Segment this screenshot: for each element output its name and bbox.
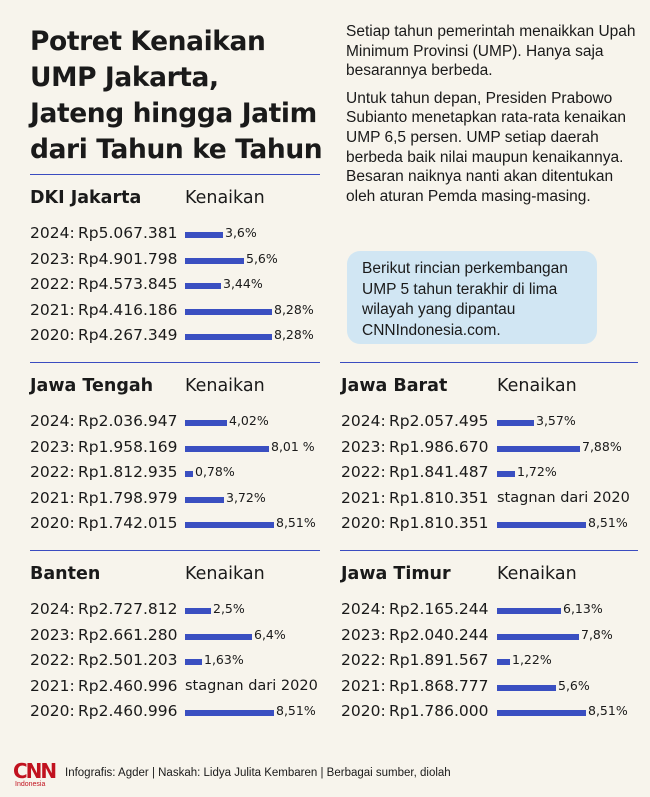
increase-label: Kenaikan xyxy=(185,376,265,396)
year-label: 2020: xyxy=(30,702,75,720)
increase-percent-label: 1,22% xyxy=(512,652,552,667)
data-row xyxy=(341,412,641,434)
increase-bar xyxy=(497,608,561,614)
data-row xyxy=(30,326,330,348)
page-title xyxy=(30,24,330,168)
increase-bar xyxy=(497,634,579,640)
cnn-logo-sub: Indonesia xyxy=(15,781,46,788)
increase-bar xyxy=(497,685,556,691)
increase-label: Kenaikan xyxy=(185,564,265,584)
ump-value: Rp4.416.186 xyxy=(78,300,178,319)
ump-value: Rp1.798.979 xyxy=(78,488,178,507)
increase-bar xyxy=(185,471,193,477)
chart-panel xyxy=(30,564,330,734)
ump-value: Rp1.958.169 xyxy=(78,437,178,456)
credits: Infografis: Agder | Naskah: Lidya Julita Kembaren | Berbagai sumber, diolah xyxy=(65,767,451,779)
year-label: 2021: xyxy=(341,676,386,695)
title-line: UMP Jakarta, xyxy=(30,62,219,93)
increase-bar xyxy=(497,471,515,477)
ump-value: Rp2.036.947 xyxy=(78,412,178,430)
ump-value: Rp2.460.996 xyxy=(78,676,178,695)
data-row xyxy=(30,301,330,323)
increase-bar xyxy=(185,497,224,503)
increase-percent-label: 3,6% xyxy=(225,225,257,240)
increase-percent-label: 7,88% xyxy=(582,438,622,454)
ump-value: Rp1.810.351 xyxy=(389,488,489,507)
year-label: 2022: xyxy=(30,275,75,293)
callout-box: Berikut rincian perkembangan UMP 5 tahun terakhir di lima wilayah yang dipantau CNNIndonesia.com. xyxy=(347,251,597,344)
data-row xyxy=(30,224,330,246)
year-label: 2023: xyxy=(30,437,75,456)
ump-value: Rp1.986.670 xyxy=(389,437,489,456)
increase-percent-label: 0,78% xyxy=(195,464,235,479)
title-divider xyxy=(30,174,320,175)
ump-value: Rp1.891.567 xyxy=(389,651,489,669)
increase-percent-label: 1,72% xyxy=(517,464,557,479)
increase-percent-label: 3,44% xyxy=(223,276,263,291)
data-row xyxy=(341,677,641,699)
year-label: 2020: xyxy=(30,326,75,344)
increase-percent-label: 8,01 % xyxy=(271,438,315,454)
increase-percent-label: 8,51% xyxy=(276,515,316,530)
region-name: Banten xyxy=(30,564,101,584)
year-label: 2024: xyxy=(30,224,75,242)
ump-value: Rp1.786.000 xyxy=(389,702,489,720)
increase-bar xyxy=(185,258,244,264)
data-row xyxy=(341,514,641,536)
data-row xyxy=(30,514,330,536)
year-label: 2020: xyxy=(341,514,386,532)
increase-bar xyxy=(185,659,202,665)
year-label: 2022: xyxy=(30,651,75,669)
data-row xyxy=(30,600,330,622)
increase-bar xyxy=(497,420,534,426)
data-row xyxy=(30,250,330,272)
increase-label: Kenaikan xyxy=(497,376,577,396)
data-row xyxy=(30,412,330,434)
chart-panel xyxy=(30,188,330,358)
ump-value: Rp2.165.244 xyxy=(389,600,489,618)
title-line: Potret Kenaikan xyxy=(30,26,266,57)
increase-percent-label: 8,51% xyxy=(588,515,628,530)
increase-label: Kenaikan xyxy=(185,188,265,208)
data-row xyxy=(341,600,641,622)
increase-percent-label: 3,57% xyxy=(536,413,576,428)
intro-paragraph: Setiap tahun pemerintah menaikkan Upah Minimum Provinsi (UMP). Hanya saja besarannya berbeda. xyxy=(346,23,636,80)
increase-percent-label: 2,5% xyxy=(213,601,245,616)
ump-value: Rp2.460.996 xyxy=(78,702,178,720)
title-line: dari Tahun ke Tahun xyxy=(30,134,323,165)
data-row xyxy=(341,438,641,460)
year-label: 2024: xyxy=(30,600,75,618)
section-divider-right xyxy=(340,362,638,363)
increase-bar xyxy=(185,283,221,289)
increase-bar xyxy=(185,710,274,716)
year-label: 2024: xyxy=(341,600,386,618)
year-label: 2023: xyxy=(30,249,75,268)
ump-value: Rp1.742.015 xyxy=(78,514,178,532)
ump-value: Rp2.501.203 xyxy=(78,651,178,669)
year-label: 2023: xyxy=(30,625,75,644)
increase-percent-label: 4,02% xyxy=(229,413,269,428)
increase-bar xyxy=(185,634,252,640)
increase-percent-label: 8,28% xyxy=(274,327,314,342)
increase-bar xyxy=(185,309,272,315)
intro-paragraph: Untuk tahun depan, Presiden Prabowo Subianto menetapkan rata-rata kenaikan UMP 6,5 persen. UMP setiap daerah berbeda baik nilai maupun kenaikannya. Besaran naiknya nanti akan ditentukan oleh aturan Pemda masing-masing. xyxy=(346,89,627,205)
ump-value: Rp2.727.812 xyxy=(78,600,178,618)
ump-value: Rp2.057.495 xyxy=(389,412,489,430)
ump-value: Rp1.810.351 xyxy=(389,514,489,532)
increase-percent-label: 8,51% xyxy=(276,703,316,718)
title-line: Jateng hingga Jatim xyxy=(30,98,317,129)
ump-value: Rp4.267.349 xyxy=(78,326,178,344)
data-row xyxy=(30,463,330,485)
increase-bar xyxy=(497,659,510,665)
increase-bar xyxy=(185,522,274,528)
data-row xyxy=(341,651,641,673)
year-label: 2021: xyxy=(30,676,75,695)
increase-percent-label: 5,6% xyxy=(246,250,278,266)
stagnant-note: stagnan dari 2020 xyxy=(497,489,630,506)
increase-percent-label: 1,63% xyxy=(204,652,244,667)
increase-bar xyxy=(497,446,580,452)
increase-percent-label: 6,4% xyxy=(254,626,286,642)
chart-panel xyxy=(30,376,330,546)
year-label: 2020: xyxy=(341,702,386,720)
increase-bar xyxy=(185,232,223,238)
ump-value: Rp4.901.798 xyxy=(78,249,178,268)
data-row xyxy=(30,677,330,699)
data-row xyxy=(30,489,330,511)
year-label: 2022: xyxy=(30,463,75,481)
ump-value: Rp1.841.487 xyxy=(389,463,489,481)
increase-bar xyxy=(497,710,586,716)
year-label: 2020: xyxy=(30,514,75,532)
chart-panel xyxy=(341,564,641,734)
section-divider-right-2 xyxy=(340,550,638,551)
data-row xyxy=(30,651,330,673)
cnn-logo-mark: CNN xyxy=(13,759,56,783)
increase-bar xyxy=(497,522,586,528)
increase-percent-label: 5,6% xyxy=(558,677,590,693)
data-row xyxy=(30,626,330,648)
year-label: 2023: xyxy=(341,625,386,644)
year-label: 2024: xyxy=(30,412,75,430)
data-row xyxy=(341,702,641,724)
ump-value: Rp2.661.280 xyxy=(78,625,178,644)
data-row xyxy=(30,702,330,724)
increase-percent-label: 7,8% xyxy=(581,626,613,642)
increase-percent-label: 8,51% xyxy=(588,703,628,718)
ump-value: Rp1.812.935 xyxy=(78,463,178,481)
ump-value: Rp4.573.845 xyxy=(78,275,178,293)
year-label: 2021: xyxy=(30,488,75,507)
chart-panel xyxy=(341,376,641,546)
region-name: Jawa Tengah xyxy=(30,376,154,396)
increase-percent-label: 8,28% xyxy=(274,301,314,317)
cnn-logo xyxy=(13,759,56,791)
increase-bar xyxy=(185,608,211,614)
region-name: Jawa Barat xyxy=(341,376,448,396)
section-divider-left xyxy=(30,362,320,363)
data-row xyxy=(341,489,641,511)
ump-value: Rp2.040.244 xyxy=(389,625,489,644)
increase-bar xyxy=(185,446,269,452)
increase-bar xyxy=(185,334,272,340)
data-row xyxy=(341,463,641,485)
year-label: 2021: xyxy=(30,300,75,319)
region-name: DKI Jakarta xyxy=(30,188,142,208)
increase-label: Kenaikan xyxy=(497,564,577,584)
data-row xyxy=(30,438,330,460)
intro-text xyxy=(346,22,636,214)
year-label: 2021: xyxy=(341,488,386,507)
stagnant-note: stagnan dari 2020 xyxy=(185,677,318,694)
increase-percent-label: 6,13% xyxy=(563,601,603,616)
footer xyxy=(0,752,650,797)
data-row xyxy=(341,626,641,648)
year-label: 2023: xyxy=(341,437,386,456)
ump-value: Rp1.868.777 xyxy=(389,676,489,695)
increase-bar xyxy=(185,420,227,426)
section-divider-left-2 xyxy=(30,550,320,551)
year-label: 2022: xyxy=(341,463,386,481)
data-row xyxy=(30,275,330,297)
increase-percent-label: 3,72% xyxy=(226,489,266,505)
year-label: 2022: xyxy=(341,651,386,669)
ump-value: Rp5.067.381 xyxy=(78,224,178,242)
region-name: Jawa Timur xyxy=(341,564,451,584)
year-label: 2024: xyxy=(341,412,386,430)
